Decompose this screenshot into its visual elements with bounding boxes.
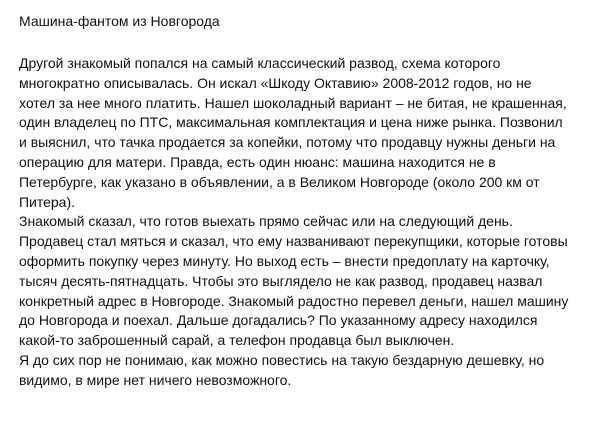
article-title: Машина-фантом из Новгорода [19, 13, 220, 29]
paragraph-line: Другой знакомый попался на самый классический развод, схема которого [19, 55, 501, 71]
paragraph-line: один владелец по ПТС, максимальная комплектация и цена ниже рынка. Позвонил [19, 114, 563, 131]
paragraph-line: оформить покупку через минуту. Но выход есть – внести предоплату на карточку, [19, 252, 550, 269]
paragraph-line: тысяч десять-пятнадцать. Чтобы это выглядело не как развод, продавец назвал [19, 272, 543, 289]
article [19, 12, 591, 391]
paragraph-line: конкретный адрес в Новгороде. Знакомый радостно перевел деньги, нашел машину [19, 292, 569, 309]
paragraph-line: Я до сих пор не понимаю, как можно повестись на такую бездарную дешевку, но [19, 351, 545, 368]
paragraph-line: и выяснил, что тачка продается за копейки, потому что продавцу нужны деньги на [19, 134, 556, 151]
paragraph-line: операцию для матери. Правда, есть один нюанс: машина находится не в [19, 153, 496, 170]
paragraph-line: многократно описывалась. Он искал «Шкоду Октавию» 2008-2012 годов, но не [19, 74, 532, 91]
paragraph-line: Петербурге, как указано в объявлении, а в Великом Новгороде (около 200 км от [19, 173, 540, 190]
paragraph-line: какой-то заброшенный сарай, а телефон продавца был выключен. [19, 332, 455, 349]
paragraph-3 [19, 351, 591, 391]
paragraph-line: хотел за нее много платить. Нашел шоколадный вариант – не битая, не крашенная, [19, 94, 567, 111]
paragraph-line: Питера). [19, 193, 75, 210]
paragraph-line: видимо, в мире нет ничего невозможного. [19, 371, 292, 388]
paragraph-line: до Новгорода и поехал. Дальше догадались? По указанному адресу находился [19, 312, 538, 329]
paragraph-line: Знакомый сказал, что готов выехать прямо сейчас или на следующий день. [19, 213, 513, 230]
paragraph-line: Продавец стал мяться и сказал, что ему названивают перекупщики, которые готовы [19, 233, 568, 250]
paragraph-2 [19, 212, 591, 351]
paragraph-1 [19, 54, 591, 212]
